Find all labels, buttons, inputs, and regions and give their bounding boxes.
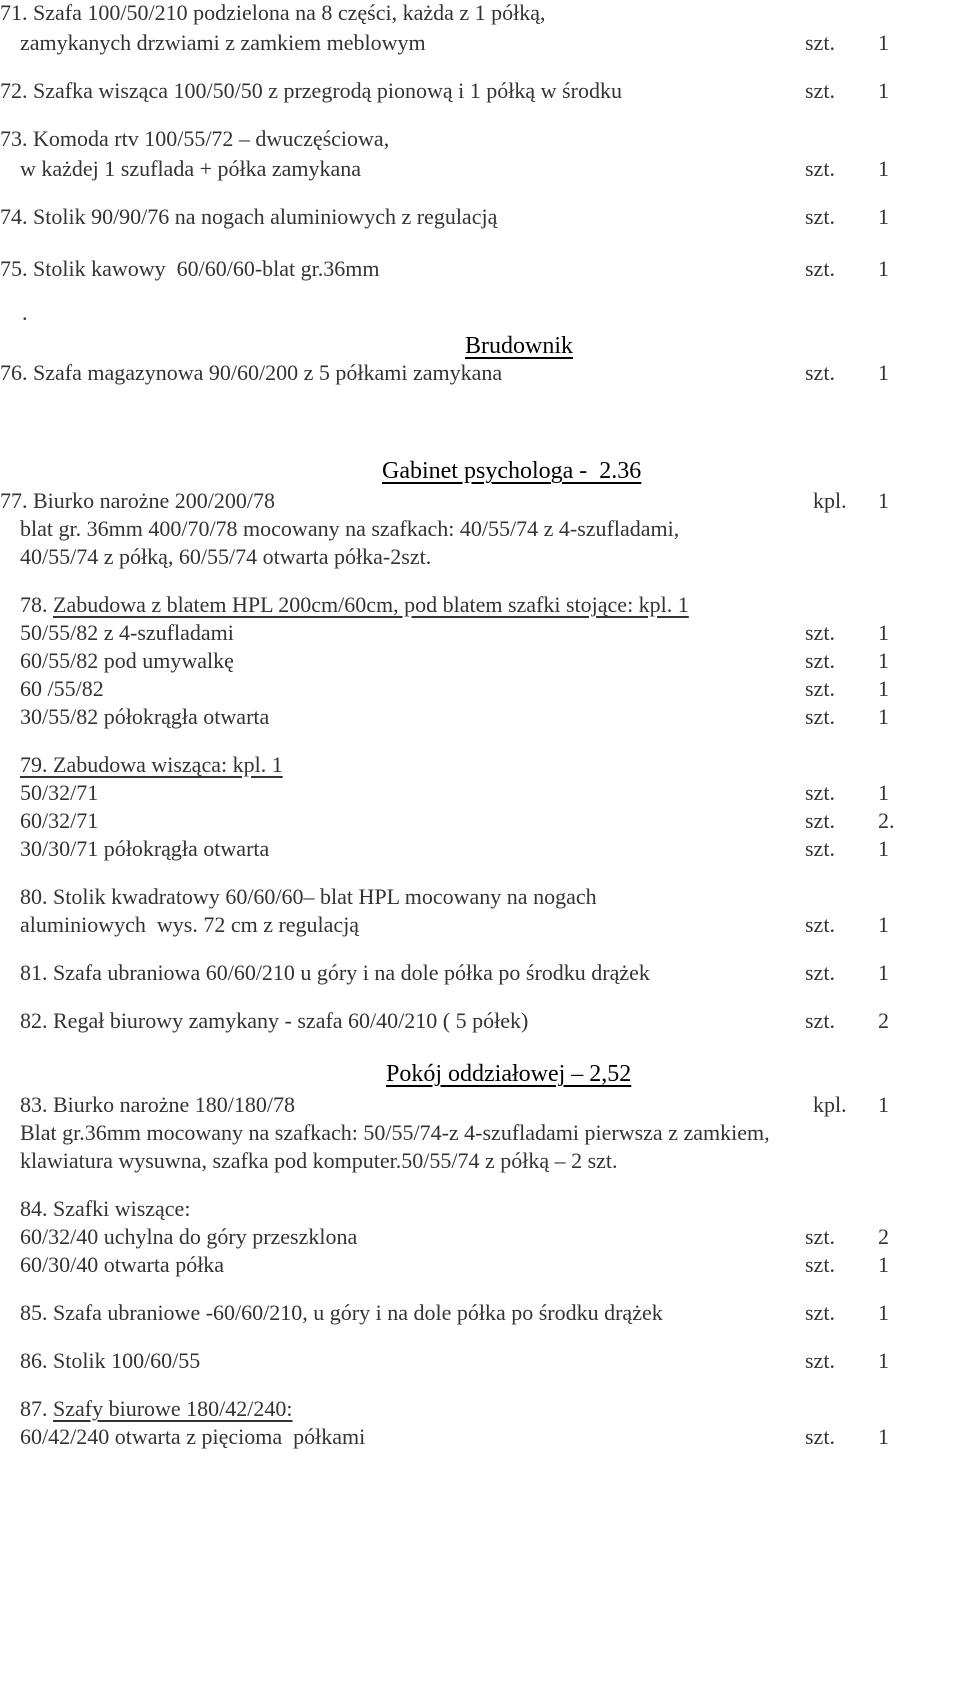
item-79-row-1: 50/32/71 [20,780,99,805]
item-71-unit: szt. [805,30,835,55]
item-80-line-1: 80. Stolik kwadratowy 60/60/60– blat HPL mocowany na nogach [20,884,597,909]
item-81-unit: szt. [805,960,835,985]
item-83-line-2: Blat gr.36mm mocowany na szafkach: 50/55/74-z 4-szufladami pierwsza z zamkiem, [20,1120,770,1145]
item-85: 85. Szafa ubraniowe -60/60/210, u góry i na dole półka po środku drążek [20,1300,663,1325]
item-73-qty: 1 [878,156,889,181]
item-77-line-2: blat gr. 36mm 400/70/78 mocowany na szafkach: 40/55/74 z 4-szufladami, [20,516,680,541]
item-78-row-2: 60/55/82 pod umywalkę [20,648,234,673]
item-74-unit: szt. [805,204,835,229]
item-85-unit: szt. [805,1300,835,1325]
item-86: 86. Stolik 100/60/55 [20,1348,201,1373]
item-73-line-2: w każdej 1 szuflada + półka zamykana [20,156,362,181]
item-78-row-1-unit: szt. [805,620,835,645]
item-79-row-3-unit: szt. [805,836,835,861]
item-87-number: 87. [20,1396,53,1421]
item-77-line-3: 40/55/74 z półką, 60/55/74 otwarta półka-2szt. [20,544,432,569]
item-84-header: 84. Szafki wiszące: [20,1196,191,1221]
item-84-row-1-qty: 2 [878,1224,889,1249]
item-78-row-4: 30/55/82 półokrągła otwarta [20,704,270,729]
stray-dot: . [22,300,28,325]
item-87-row-1-unit: szt. [805,1424,835,1449]
item-75-unit: szt. [805,256,835,281]
item-84-row-1: 60/32/40 uchylna do góry przeszklona [20,1224,358,1249]
item-83-qty: 1 [878,1092,889,1117]
section-heading-pokoj-oddzialowej: Pokój oddziałowej – 2,52 [386,1061,632,1087]
item-80-qty: 1 [878,912,889,937]
item-78-row-3-qty: 1 [878,676,889,701]
item-84-row-2: 60/30/40 otwarta półka [20,1252,225,1277]
item-71-qty: 1 [878,30,889,55]
item-85-qty: 1 [878,1300,889,1325]
item-72-qty: 1 [878,78,889,103]
item-79-row-2-qty: 2. [878,808,895,833]
item-79-header: 79. Zabudowa wisząca: kpl. 1 [20,752,283,777]
item-86-unit: szt. [805,1348,835,1373]
item-78-row-4-qty: 1 [878,704,889,729]
item-82-unit: szt. [805,1008,835,1033]
item-87-title: Szafy biurowe 180/42/240: [53,1396,293,1421]
item-78-row-2-qty: 1 [878,648,889,673]
item-78-header [20,594,689,616]
item-80-unit: szt. [805,912,835,937]
item-78-number: 78. [20,592,53,617]
item-83-line-3: klawiatura wysuwna, szafka pod komputer.50/55/74 z półką – 2 szt. [20,1148,618,1173]
item-84-row-2-unit: szt. [805,1252,835,1277]
section-heading-brudownik: Brudownik [465,333,573,359]
item-73-line-1: 73. Komoda rtv 100/55/72 – dwuczęściowa, [0,126,390,151]
item-72-unit: szt. [805,78,835,103]
item-78-row-3-unit: szt. [805,676,835,701]
item-73-unit: szt. [805,156,835,181]
item-82: 82. Regał biurowy zamykany - szafa 60/40/210 ( 5 półek) [20,1008,529,1033]
item-76-qty: 1 [878,360,889,385]
section-heading-gabinet: Gabinet psychologa - 2.36 [382,458,642,484]
item-75-qty: 1 [878,256,889,281]
item-81: 81. Szafa ubraniowa 60/60/210 u góry i na dole półka po środku drążek [20,960,650,985]
item-74: 74. Stolik 90/90/76 na nogach aluminiowych z regulacją [0,204,498,229]
item-79-row-1-qty: 1 [878,780,889,805]
item-78-row-1-qty: 1 [878,620,889,645]
item-76: 76. Szafa magazynowa 90/60/200 z 5 półkami zamykana [0,360,503,385]
item-79-row-1-unit: szt. [805,780,835,805]
item-82-qty: 2 [878,1008,889,1033]
item-83: 83. Biurko narożne 180/180/78 [20,1092,295,1117]
item-87-row-1-qty: 1 [878,1424,889,1449]
item-78-title: Zabudowa z blatem HPL 200cm/60cm, pod blatem szafki stojące: kpl. 1 [53,592,689,617]
item-87-row-1: 60/42/240 otwarta z pięcioma półkami [20,1424,366,1449]
item-79-row-2: 60/32/71 [20,808,99,833]
item-71-line-1: 71. Szafa 100/50/210 podzielona na 8 części, każda z 1 półką, [0,0,546,25]
item-81-qty: 1 [878,960,889,985]
item-78-row-4-unit: szt. [805,704,835,729]
item-84-row-1-unit: szt. [805,1224,835,1249]
item-78-row-3: 60 /55/82 [20,676,104,701]
item-78-row-2-unit: szt. [805,648,835,673]
item-86-qty: 1 [878,1348,889,1373]
item-80-line-2: aluminiowych wys. 72 cm z regulacją [20,912,360,937]
item-79-row-3: 30/30/71 półokrągła otwarta [20,836,270,861]
item-79-row-2-unit: szt. [805,808,835,833]
item-83-unit: kpl. [813,1092,847,1117]
item-75: 75. Stolik kawowy 60/60/60-blat gr.36mm [0,256,380,281]
item-77-qty: 1 [878,488,889,513]
item-77: 77. Biurko narożne 200/200/78 [0,488,275,513]
item-87-header [20,1398,293,1420]
item-74-qty: 1 [878,204,889,229]
item-71-line-2: zamykanych drzwiami z zamkiem meblowym [20,30,426,55]
item-76-unit: szt. [805,360,835,385]
item-84-row-2-qty: 1 [878,1252,889,1277]
item-77-unit: kpl. [813,488,847,513]
item-78-row-1: 50/55/82 z 4-szufladami [20,620,234,645]
item-72: 72. Szafka wisząca 100/50/50 z przegrodą pionową i 1 półką w środku [0,78,622,103]
item-79-row-3-qty: 1 [878,836,889,861]
